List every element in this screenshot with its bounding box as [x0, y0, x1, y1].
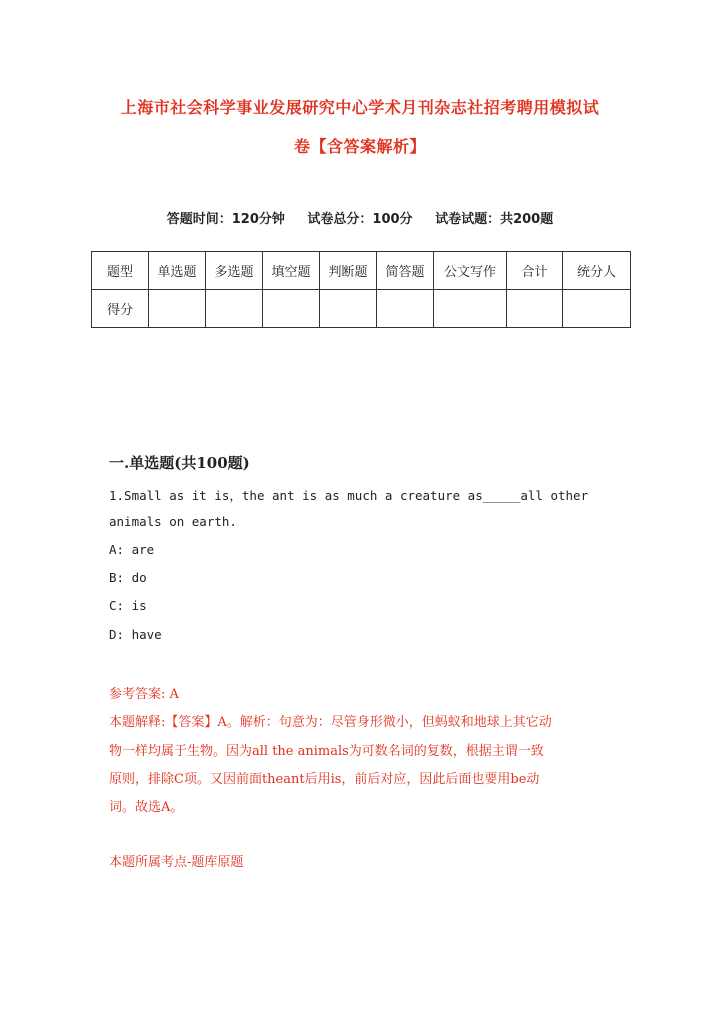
score-table-header-cell: 合计	[507, 252, 563, 290]
score-table-header-cell: 判断题	[320, 252, 377, 290]
score-table-header-cell: 统分人	[563, 252, 631, 290]
option-a: A: are	[109, 542, 155, 557]
option-c: C: is	[109, 598, 147, 613]
score-table	[91, 251, 631, 328]
explanation-line: 原则，排除C项。又因前面theant后用is，前后对应，因此后面也要用be动	[109, 772, 540, 787]
section-title: 一.单选题(共100题)	[109, 454, 250, 472]
score-cell[interactable]	[149, 290, 206, 328]
option-d: D: have	[109, 627, 162, 642]
score-table-header-cell: 公文写作	[434, 252, 507, 290]
document-title-line1: 上海市社会科学事业发展研究中心学术月刊杂志社招考聘用模拟试	[120, 98, 600, 117]
score-table-header-cell: 多选题	[206, 252, 263, 290]
score-cell[interactable]	[434, 290, 507, 328]
score-table-header-cell: 简答题	[377, 252, 434, 290]
document-title-line2: 卷【含答案解析】	[293, 137, 426, 156]
option-b: B: do	[109, 570, 147, 585]
reference-answer: 参考答案: A	[109, 687, 179, 702]
score-cell[interactable]	[320, 290, 377, 328]
score-cell[interactable]	[563, 290, 631, 328]
explanation-line: 本题解释:【答案】A。解析：句意为：尽管身形微小，但蚂蚁和地球上其它动	[109, 715, 552, 730]
explanation-line: 词。故选A。	[109, 800, 184, 815]
score-cell[interactable]	[263, 290, 320, 328]
exam-question-count: 试卷试题：共200题	[435, 212, 554, 227]
score-cell[interactable]	[507, 290, 563, 328]
score-table-header-cell: 单选题	[149, 252, 206, 290]
score-table-header-cell: 题型	[92, 252, 149, 290]
score-cell[interactable]	[377, 290, 434, 328]
explanation-line: 物一样均属于生物。因为all the animals为可数名词的复数，根据主谓一致	[109, 744, 544, 759]
question-stem-line2: animals on earth.	[109, 514, 237, 529]
score-table-score-row	[92, 290, 631, 328]
exam-total-score: 试卷总分：100分	[307, 212, 413, 227]
exam-time: 答题时间：120分钟	[166, 212, 285, 227]
question-source: 本题所属考点-题库原题	[109, 855, 244, 870]
exam-info	[0, 208, 720, 227]
score-table-header-cell: 填空题	[263, 252, 320, 290]
score-cell[interactable]	[206, 290, 263, 328]
question-stem-line1: 1.Small as it is，the ant is as much a creature as_____all other	[109, 488, 589, 503]
score-row-label: 得分	[92, 290, 149, 328]
score-table-header-row	[92, 252, 631, 290]
